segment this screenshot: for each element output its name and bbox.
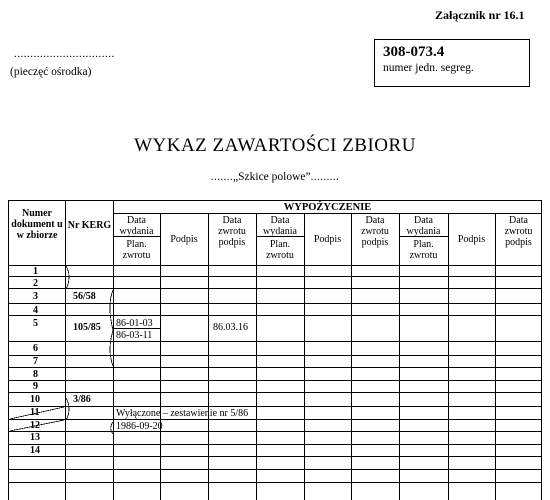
- row-number: 1: [33, 266, 38, 277]
- kerg-value: 105/85: [73, 322, 101, 333]
- issue-date-entry: 86-01-03: [116, 318, 153, 329]
- subtitle-text: „Szkice polowe”: [233, 171, 311, 183]
- excluded-note: Wyłączone – zestawienie nr 5/86: [116, 408, 249, 419]
- header-issue-date-1: Data wydania: [119, 215, 154, 237]
- page-title: WYKAZ ZAWARTOŚCI ZBIORU: [134, 135, 416, 156]
- header-signature-2: Podpis: [313, 234, 342, 245]
- subtitle-dots-right: .........: [310, 171, 340, 183]
- row-number: 10: [30, 394, 40, 405]
- return-date-entry: 86.03.16: [213, 322, 248, 333]
- kerg-value: 3/86: [73, 394, 91, 405]
- header-plan-return-3: Plan. zwrotu: [409, 239, 438, 261]
- row-number: 12: [30, 420, 40, 431]
- header-loans: WYPOŻYCZENIE: [283, 202, 372, 213]
- plan-return-entry: 86-03-11: [116, 330, 153, 341]
- header-return-date-3: Data zwrotu podpis: [504, 215, 533, 248]
- excluded-date: 1986-09-20: [116, 421, 163, 432]
- row-number: 2: [33, 278, 38, 289]
- stamp-dots: ...............................: [14, 48, 115, 60]
- header-issue-date-3: Data wydania: [406, 215, 441, 237]
- header-kerg: Nr KERG: [67, 220, 112, 231]
- kerg-value: 56/58: [73, 291, 96, 302]
- row-number: 8: [33, 369, 38, 380]
- row-number: 9: [33, 381, 38, 392]
- row-number: 5: [33, 318, 38, 329]
- header-signature-1: Podpis: [170, 234, 198, 245]
- subtitle-dots-left: .......: [210, 171, 234, 183]
- annex-label: Załącznik nr 16.1: [435, 8, 525, 22]
- row-number: 11: [30, 407, 40, 418]
- header-return-date-1: Data zwrotu podpis: [218, 215, 246, 248]
- header-plan-return-2: Plan. zwrotu: [266, 239, 294, 261]
- header-doc-number: Numer dokument u w zbiorze: [11, 208, 63, 241]
- row-number: 3: [33, 291, 38, 302]
- header-plan-return-1: Plan. zwrotu: [122, 239, 151, 261]
- row-number: 13: [30, 432, 40, 443]
- row-number: 4: [33, 305, 38, 316]
- register-number: 308-073.4: [383, 44, 445, 60]
- row-number: 14: [30, 445, 40, 456]
- header-issue-date-2: Data wydania: [263, 215, 297, 237]
- row-number: 7: [33, 356, 38, 367]
- header-signature-3: Podpis: [457, 234, 486, 245]
- header-return-date-2: Data zwrotu podpis: [361, 215, 389, 248]
- register-label: numer jedn. segreg.: [383, 62, 474, 74]
- row-number: 6: [33, 343, 38, 354]
- stamp-label: (pieczęć ośrodka): [10, 66, 92, 78]
